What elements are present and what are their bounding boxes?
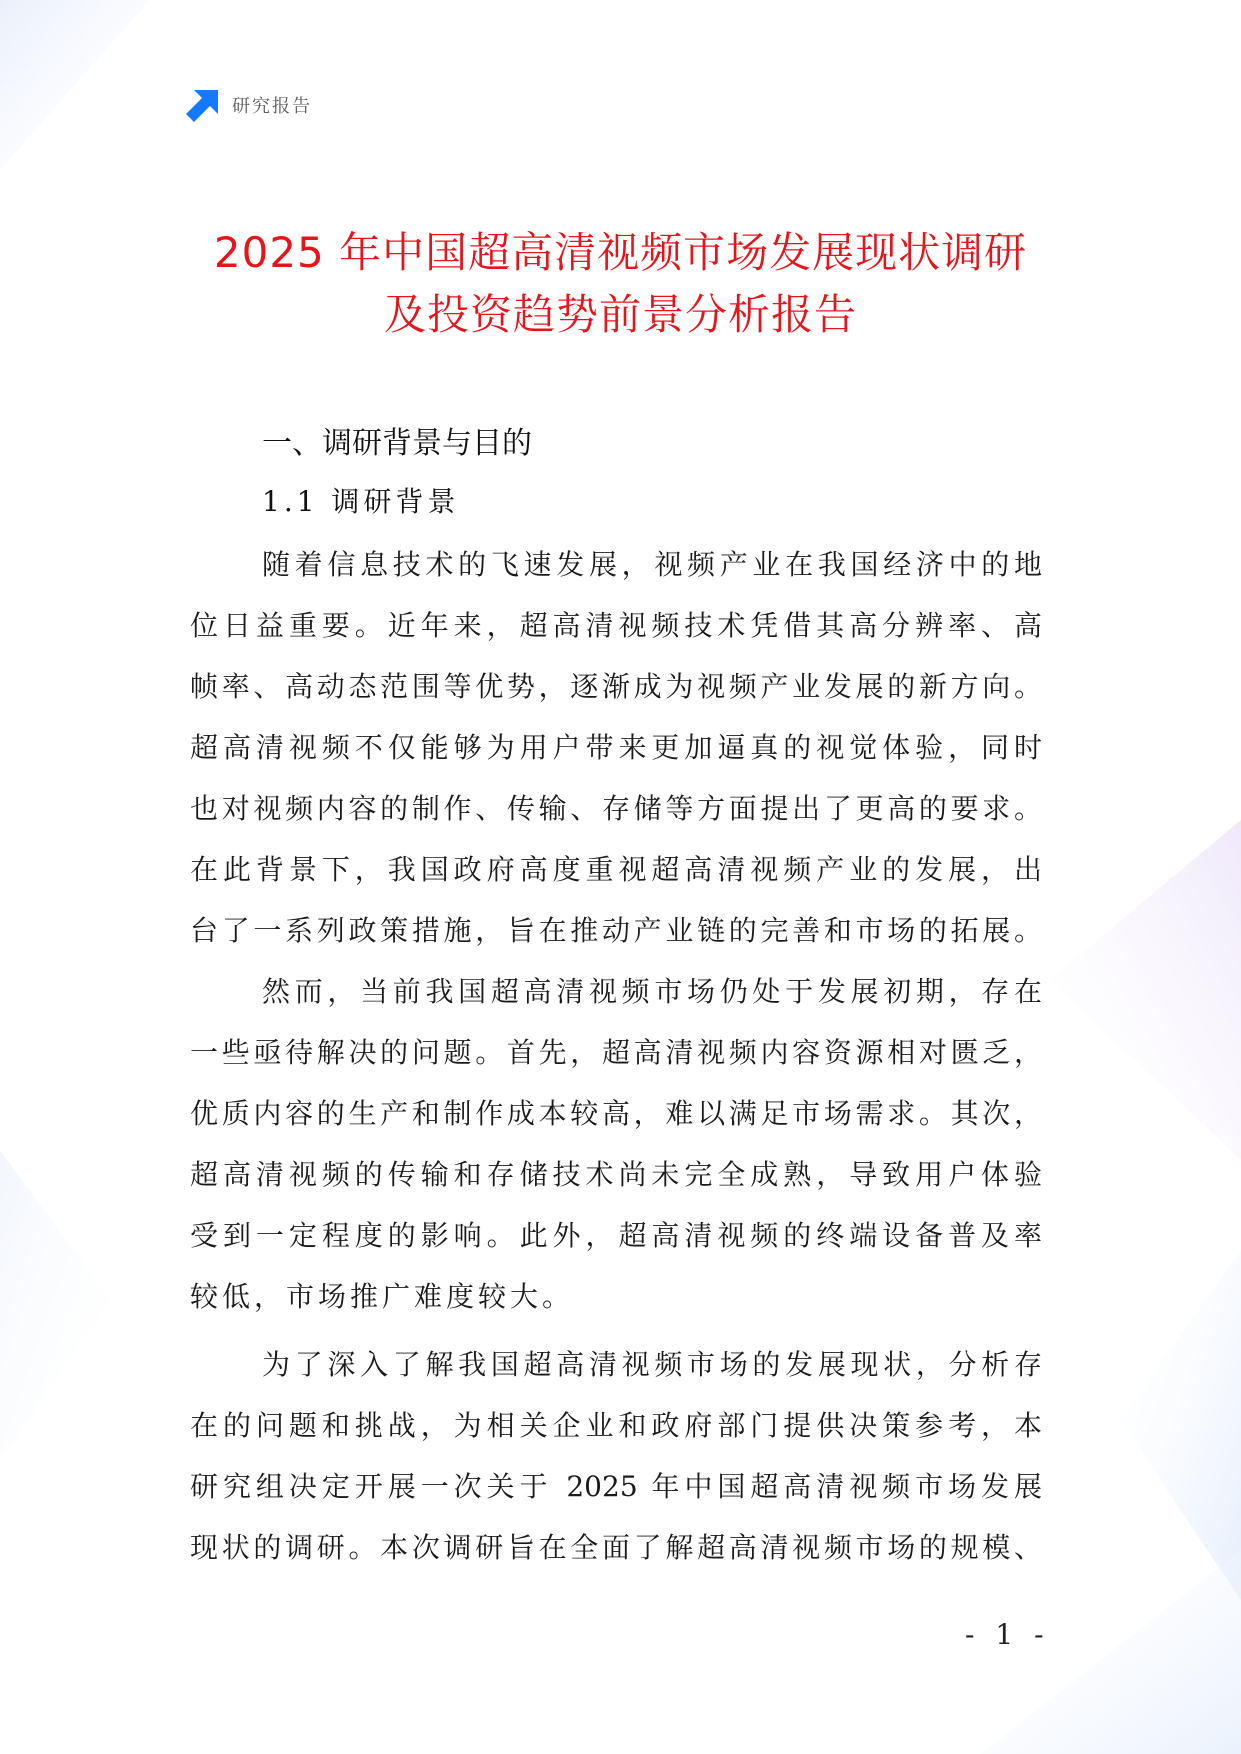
- paragraph-1-line-3: 帧率、高动态范围等优势，逐渐成为视频产业发展的新方向。: [190, 670, 1042, 703]
- paragraph-2-line-5: 受到一定程度的影响。此外，超高清视频的终端设备普及率: [190, 1219, 1042, 1252]
- paragraph-2-line-4: 超高清视频的传输和存储技术尚未完全成熟，导致用户体验: [190, 1158, 1042, 1191]
- paragraph-1-line-5: 也对视频内容的制作、传输、存储等方面提出了更高的要求。: [190, 792, 1042, 825]
- paragraph-2-line-1: 然而，当前我国超高清视频市场仍处于发展初期，存在: [262, 975, 1042, 1008]
- page-number: - 1 -: [965, 1618, 1050, 1651]
- paragraph-3-line-3: 研究组决定开展一次关于 2025 年中国超高清视频市场发展: [190, 1470, 1042, 1503]
- brand-label: 研究报告: [232, 96, 312, 117]
- subsection-heading: 1.1 调研背景: [262, 485, 460, 518]
- report-title-line-2: 及投资趋势前景分析报告: [383, 290, 857, 339]
- arrow-up-right-icon: [186, 88, 220, 122]
- section-heading: 一、调研背景与目的: [262, 426, 532, 461]
- report-title: [150, 222, 1091, 346]
- paragraph-1-line-7: 台了一系列政策措施，旨在推动产业链的完善和市场的拓展。: [190, 914, 1042, 947]
- paragraph-2-line-6: 较低，市场推广难度较大。: [190, 1280, 575, 1313]
- paragraph-2-line-2: 一些亟待解决的问题。首先，超高清视频内容资源相对匮乏，: [190, 1036, 1042, 1069]
- report-brand: [186, 88, 312, 122]
- paragraph-3-line-2: 在的问题和挑战，为相关企业和政府部门提供决策参考，本: [190, 1409, 1042, 1442]
- report-title-line-1: 2025 年中国超高清视频市场发展现状调研: [213, 228, 1028, 277]
- paragraph-2-line-3: 优质内容的生产和制作成本较高，难以满足市场需求。其次，: [190, 1097, 1042, 1130]
- paragraph-1-line-6: 在此背景下，我国政府高度重视超高清视频产业的发展，出: [190, 853, 1042, 886]
- paragraph-3-line-4: 现状的调研。本次调研旨在全面了解超高清视频市场的规模、: [190, 1531, 1042, 1564]
- paragraph-1-line-1: 随着信息技术的飞速发展，视频产业在我国经济中的地: [262, 548, 1042, 581]
- paragraph-1-line-2: 位日益重要。近年来，超高清视频技术凭借其高分辨率、高: [190, 609, 1042, 642]
- paragraph-1-line-4: 超高清视频不仅能够为用户带来更加逼真的视觉体验，同时: [190, 731, 1042, 764]
- paragraph-3-line-1: 为了深入了解我国超高清视频市场的发展现状，分析存: [262, 1348, 1042, 1381]
